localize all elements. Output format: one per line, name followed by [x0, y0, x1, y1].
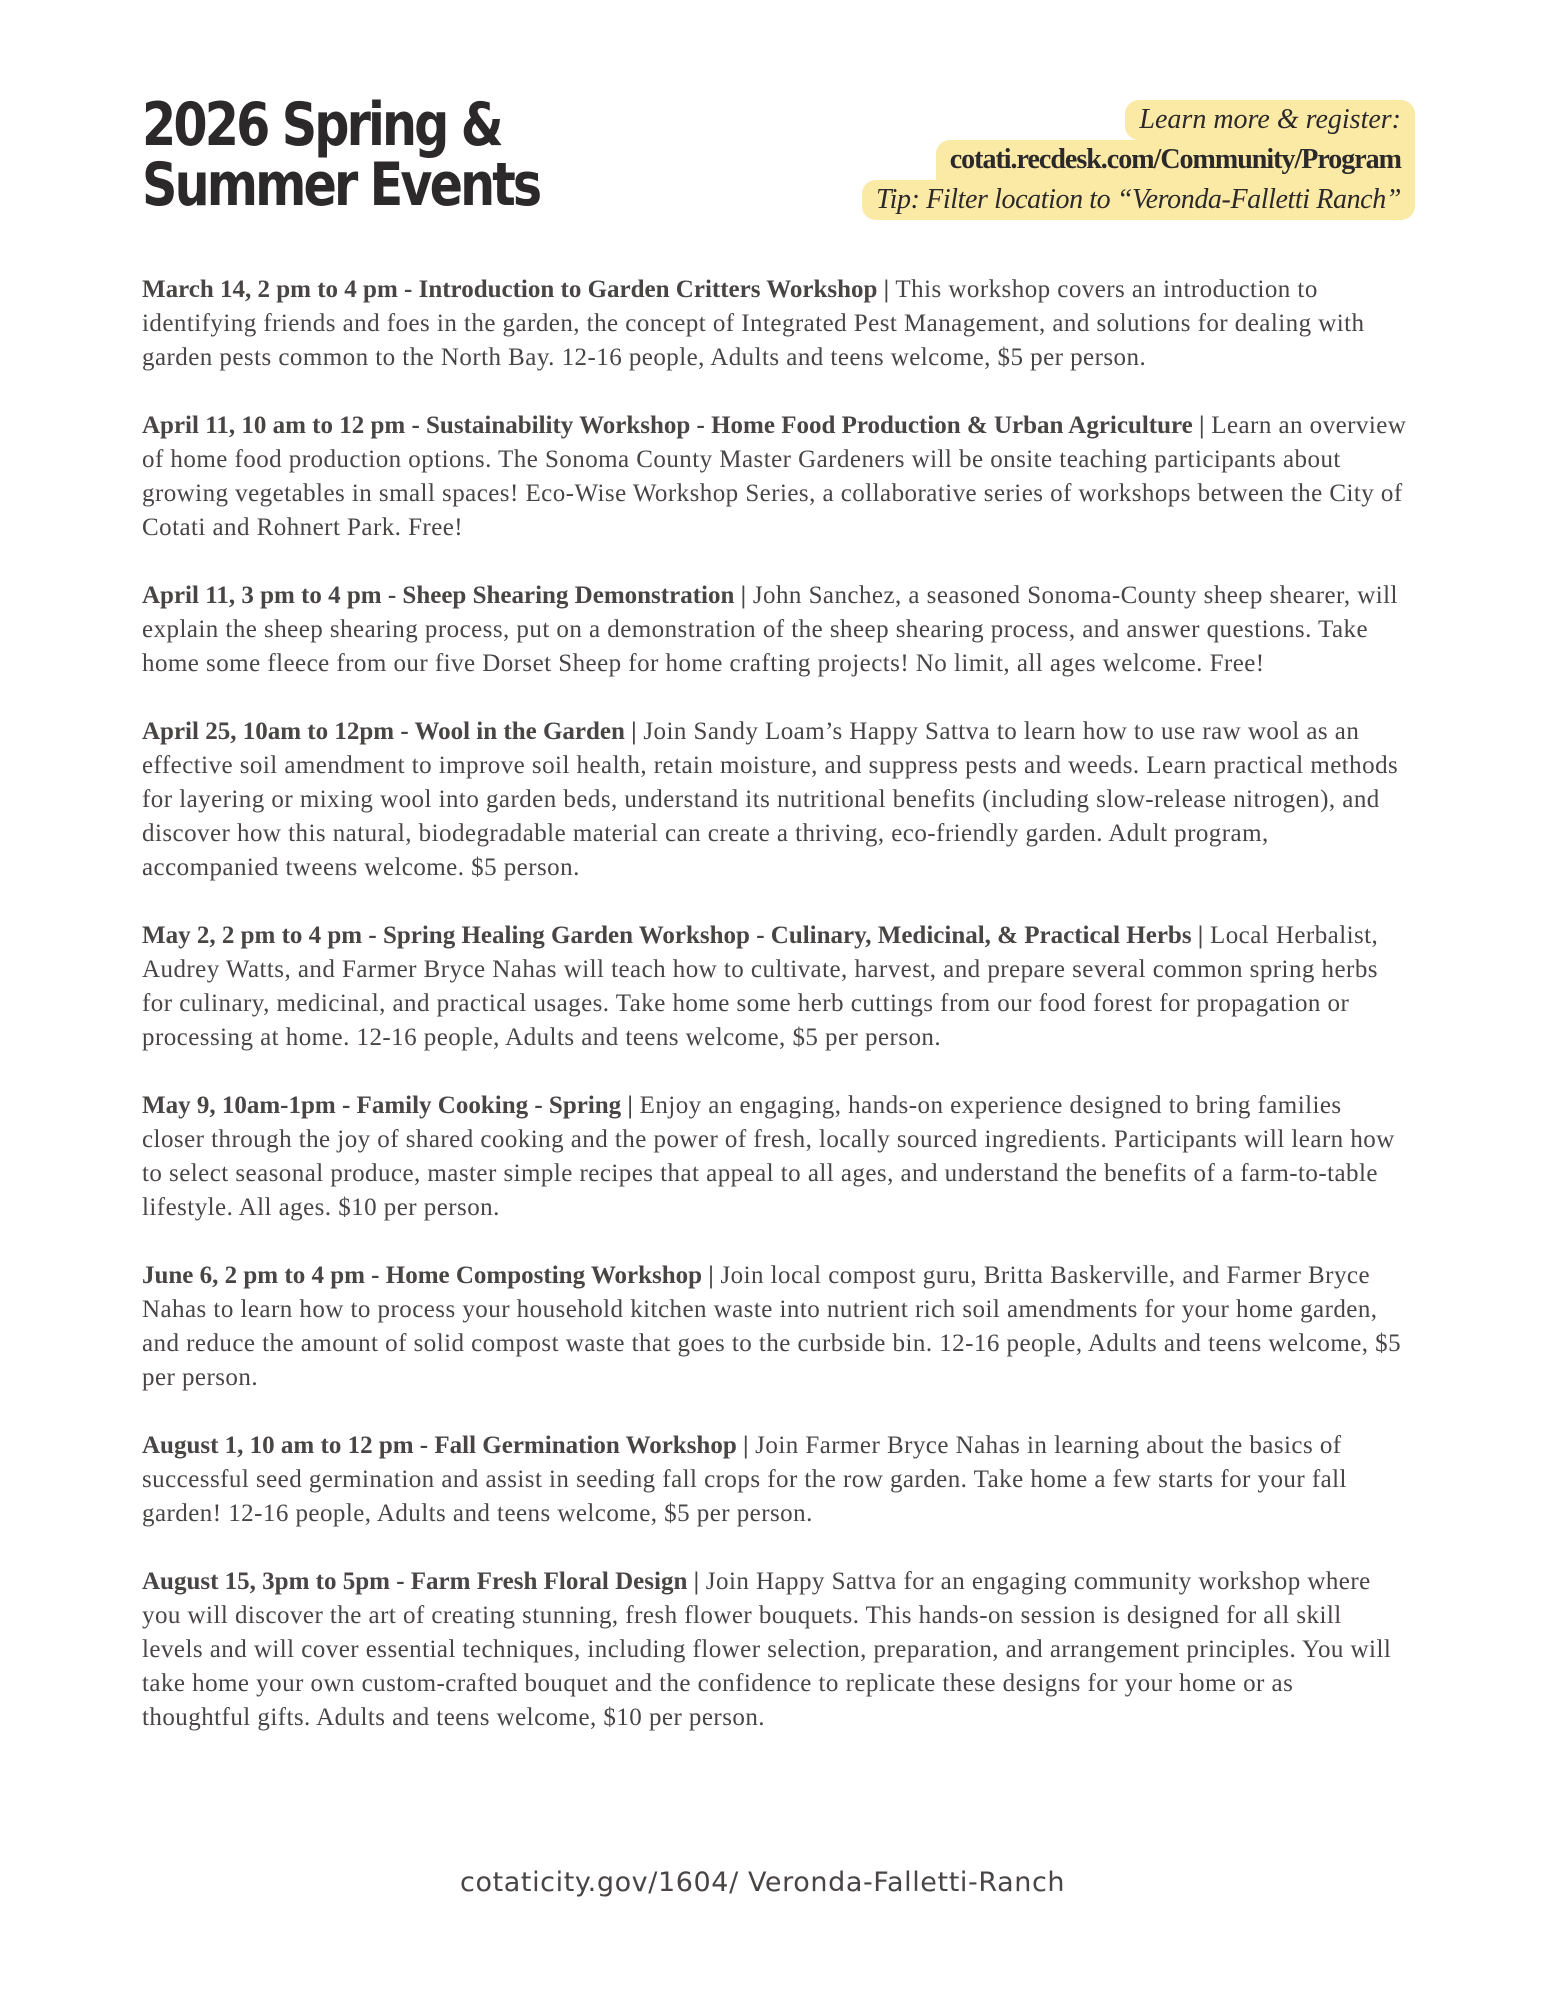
event-item — [142, 919, 1408, 1055]
event-item — [142, 579, 1408, 681]
event-description: Enjoy an engaging, hands-on experience designed to bring families closer through the joy of shared cooking and the power of fresh, locally sourced ingredients. Participants will learn how to select seasonal produce, master simple recipes that appeal to all ages, and understand the benefits of a farm-to-table lifestyle. All ages. $10 per person. — [142, 1092, 1395, 1221]
event-item — [142, 1259, 1408, 1395]
event-item — [142, 1429, 1408, 1531]
callout-registration-link[interactable]: cotati.recdesk.com/Community/Program — [936, 140, 1415, 180]
event-heading: August 15, 3pm to 5pm - Farm Fresh Floral Design | — [142, 1568, 700, 1595]
event-heading: March 14, 2 pm to 4 pm - Introduction to Garden Critters Workshop | — [142, 276, 890, 303]
event-heading: April 11, 3 pm to 4 pm - Sheep Shearing Demonstration | — [142, 582, 747, 609]
footer-website-link[interactable]: cotaticity.gov/1604/ Veronda-Falletti-Ranch — [460, 1867, 1066, 1898]
event-heading: April 25, 10am to 12pm - Wool in the Garden | — [142, 718, 637, 745]
event-item — [142, 1089, 1408, 1225]
event-heading: August 1, 10 am to 12 pm - Fall Germination Workshop | — [142, 1432, 749, 1459]
event-description: Join Sandy Loam’s Happy Sattva to learn how to use raw wool as an effective soil amendment to improve soil health, retain moisture, and suppress pests and weeds. Learn practical methods for layering or mixing wool into garden beds, understand its nutritional benefits (including slow-release nitrogen), and discover how this natural, biodegradable material can create a thriving, eco-friendly garden. Adult program, accompanied tweens welcome. $5 person. — [142, 718, 1399, 881]
event-description: Local Herbalist, Audrey Watts, and Farmer Bryce Nahas will teach how to cultivate, harvest, and prepare several common spring herbs for culinary, medicinal, and practical usages. Take home some herb cuttings from our food forest for propagation or processing at home. 12-16 people, Adults and teens welcome, $5 per person. — [142, 922, 1379, 1051]
event-item — [142, 409, 1408, 545]
page-title: 2026 Spring & Summer Events — [142, 90, 540, 220]
events-list — [142, 273, 1408, 1769]
event-heading: May 2, 2 pm to 4 pm - Spring Healing Garden Workshop - Culinary, Medicinal, & Practical Herbs | — [142, 922, 1204, 949]
event-heading: June 6, 2 pm to 4 pm - Home Composting Workshop | — [142, 1262, 714, 1289]
event-description: Learn an overview of home food production options. The Sonoma County Master Gardeners will be onsite teaching participants about growing vegetables in small spaces! Eco-Wise Workshop Series, a collaborative series of workshops between the City of Cotati and Rohnert Park. Free! — [142, 412, 1407, 541]
event-heading: May 9, 10am-1pm - Family Cooking - Spring | — [142, 1092, 633, 1119]
event-description: Join local compost guru, Britta Baskerville, and Farmer Bryce Nahas to learn how to process your household kitchen waste into nutrient rich soil amendments for your home garden, and reduce the amount of solid compost waste that goes to the curbside bin. 12-16 people, Adults and teens welcome, $5 per person. — [142, 1262, 1402, 1391]
registration-callout — [815, 100, 1415, 220]
callout-learn-more: Learn more & register: — [1125, 100, 1415, 140]
event-item — [142, 715, 1408, 885]
callout-filter-tip: Tip: Filter location to “Veronda-Falletti Ranch” — [862, 180, 1415, 220]
event-heading: April 11, 10 am to 12 pm - Sustainability Workshop - Home Food Production & Urban Agriculture | — [142, 412, 1205, 439]
event-item — [142, 273, 1408, 375]
event-description: John Sanchez, a seasoned Sonoma-County sheep shearer, will explain the sheep shearing process, put on a demonstration of the sheep shearing process, and answer questions. Take home some fleece from our five Dorset Sheep for home crafting projects! No limit, all ages welcome. Free! — [142, 582, 1398, 677]
event-description: Join Farmer Bryce Nahas in learning about the basics of successful seed germination and assist in seeding fall crops for the row garden. Take home a few starts for your fall garden! 12-16 people, Adults and teens welcome, $5 per person. — [142, 1432, 1347, 1527]
event-item — [142, 1565, 1408, 1735]
event-description: This workshop covers an introduction to identifying friends and foes in the garden, the concept of Integrated Pest Management, and solutions for dealing with garden pests common to the North Bay. 12-16 people, Adults and teens welcome, $5 per person. — [142, 276, 1365, 371]
event-description: Join Happy Sattva for an engaging community workshop where you will discover the art of creating stunning, fresh flower bouquets. This hands-on session is designed for all skill levels and will cover essential techniques, including flower selection, preparation, and arrangement principles. You will take home your own custom-crafted bouquet and the confidence to replicate these designs for your home or as thoughtful gifts. Adults and teens welcome, $10 per person. — [142, 1568, 1392, 1731]
